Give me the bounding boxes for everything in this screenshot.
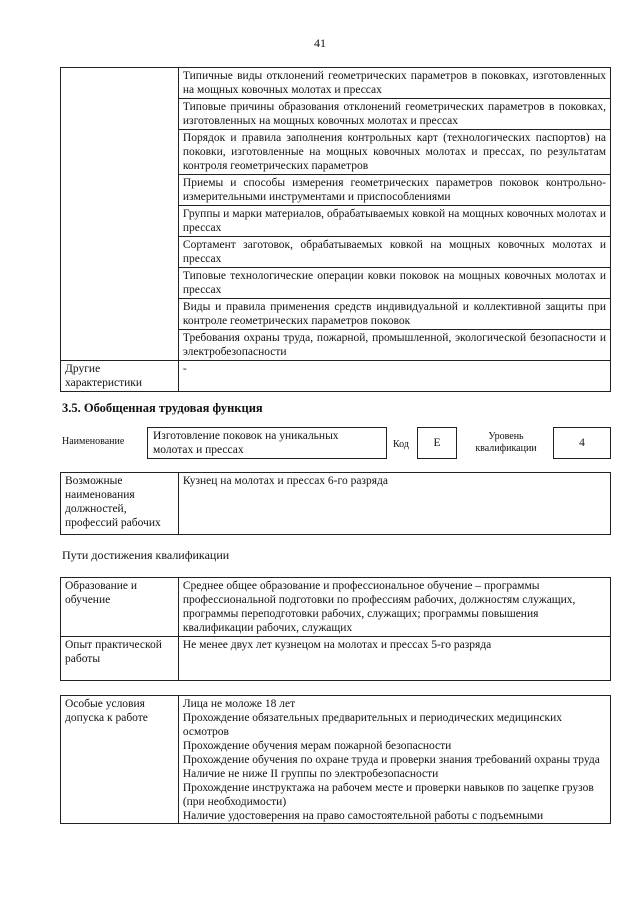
knowledge-item: Приемы и способы измерения геометрических параметров поковок контрольно-измерительными инструментами и приспособлениями xyxy=(178,175,610,206)
other-characteristics-label: Другие характеристики xyxy=(61,361,179,392)
table-row xyxy=(61,361,611,392)
admission-label: Особые условия допуска к работе xyxy=(61,696,179,824)
section-title: 3.5. Обобщенная трудовая функция xyxy=(62,401,263,415)
admission-item: Лица не моложе 18 лет xyxy=(182,698,296,710)
name-label: Наименование xyxy=(62,436,125,447)
code-label: Код xyxy=(393,439,409,450)
knowledge-item: Порядок и правила заполнения контрольных карт (технологических паспортов) на поковки, изготовленные на мощных ковочных молотах и прессах, по результатам контроля геометрических параметров xyxy=(178,130,610,175)
knowledge-item: Типовые технологические операции ковки поковок на мощных ковочных молотах и прессах xyxy=(178,268,610,299)
positions-value: Кузнец на молотах и прессах 6-го разряда xyxy=(178,473,610,535)
table-row xyxy=(61,696,611,824)
page-number: 41 xyxy=(314,36,326,50)
experience-value: Не менее двух лет кузнецом на молотах и прессах 5-го разряда xyxy=(178,637,610,681)
level-box: 4 xyxy=(553,427,611,459)
knowledge-table xyxy=(60,67,611,392)
knowledge-item: Требования охраны труда, пожарной, промышленной, экологической безопасности и электробезопасности xyxy=(178,330,610,361)
knowledge-item: Виды и правила применения средств индивидуальной и коллективной защиты при контроле геометрических параметров поковок xyxy=(178,299,610,330)
function-name-box: Изготовление поковок на уникальных молотах и прессах xyxy=(147,427,387,459)
level-label: Уровень квалификации xyxy=(475,431,537,454)
admission-item: Прохождение обучения по охране труда и проверки знания требований охраны труда xyxy=(182,754,600,766)
table-cell-empty xyxy=(61,68,179,361)
table-row xyxy=(61,68,611,99)
positions-table xyxy=(60,472,611,535)
admission-table xyxy=(60,695,611,824)
education-value: Среднее общее образование и профессиональное обучение – программы профессиональной подготовки по профессиям рабочих, должностям служащих, программы переподготовки рабочих, служащих; программы повышения квалификации рабочих, служащих xyxy=(178,578,610,637)
code-box: E xyxy=(417,427,457,459)
knowledge-item: Группы и марки материалов, обрабатываемых ковкой на мощных ковочных молотах и прессах xyxy=(178,206,610,237)
paths-heading: Пути достижения квалификации xyxy=(62,548,230,562)
table-row xyxy=(61,578,611,637)
admission-item: Прохождение обучения мерам пожарной безопасности xyxy=(182,740,452,752)
admission-item: Наличие удостоверения на право самостоятельной работы с подъемными xyxy=(182,810,544,822)
knowledge-item: Типичные виды отклонений геометрических параметров в поковках, изготовленных на мощных ковочных молотах и прессах xyxy=(178,68,610,99)
positions-label: Возможные наименования должностей, профессий рабочих xyxy=(61,473,179,535)
knowledge-item: Типовые причины образования отклонений геометрических параметров в поковках, изготовленных на мощных ковочных молотах и прессах xyxy=(178,99,610,130)
admission-item: Прохождение обязательных предварительных и периодических медицинских осмотров xyxy=(182,712,563,738)
table-row xyxy=(61,637,611,681)
admission-item: Наличие не ниже II группы по электробезопасности xyxy=(182,768,439,780)
admission-items xyxy=(178,696,610,824)
other-characteristics-value: - xyxy=(178,361,610,392)
admission-item: Прохождение инструктажа на рабочем месте и проверки навыков по зацепке грузов (при необходимости) xyxy=(182,782,594,808)
qualification-table xyxy=(60,577,611,681)
education-label: Образование и обучение xyxy=(61,578,179,637)
experience-label: Опыт практической работы xyxy=(61,637,179,681)
table-row xyxy=(61,473,611,535)
knowledge-item: Сортамент заготовок, обрабатываемых ковкой на мощных ковочных молотах и прессах xyxy=(178,237,610,268)
